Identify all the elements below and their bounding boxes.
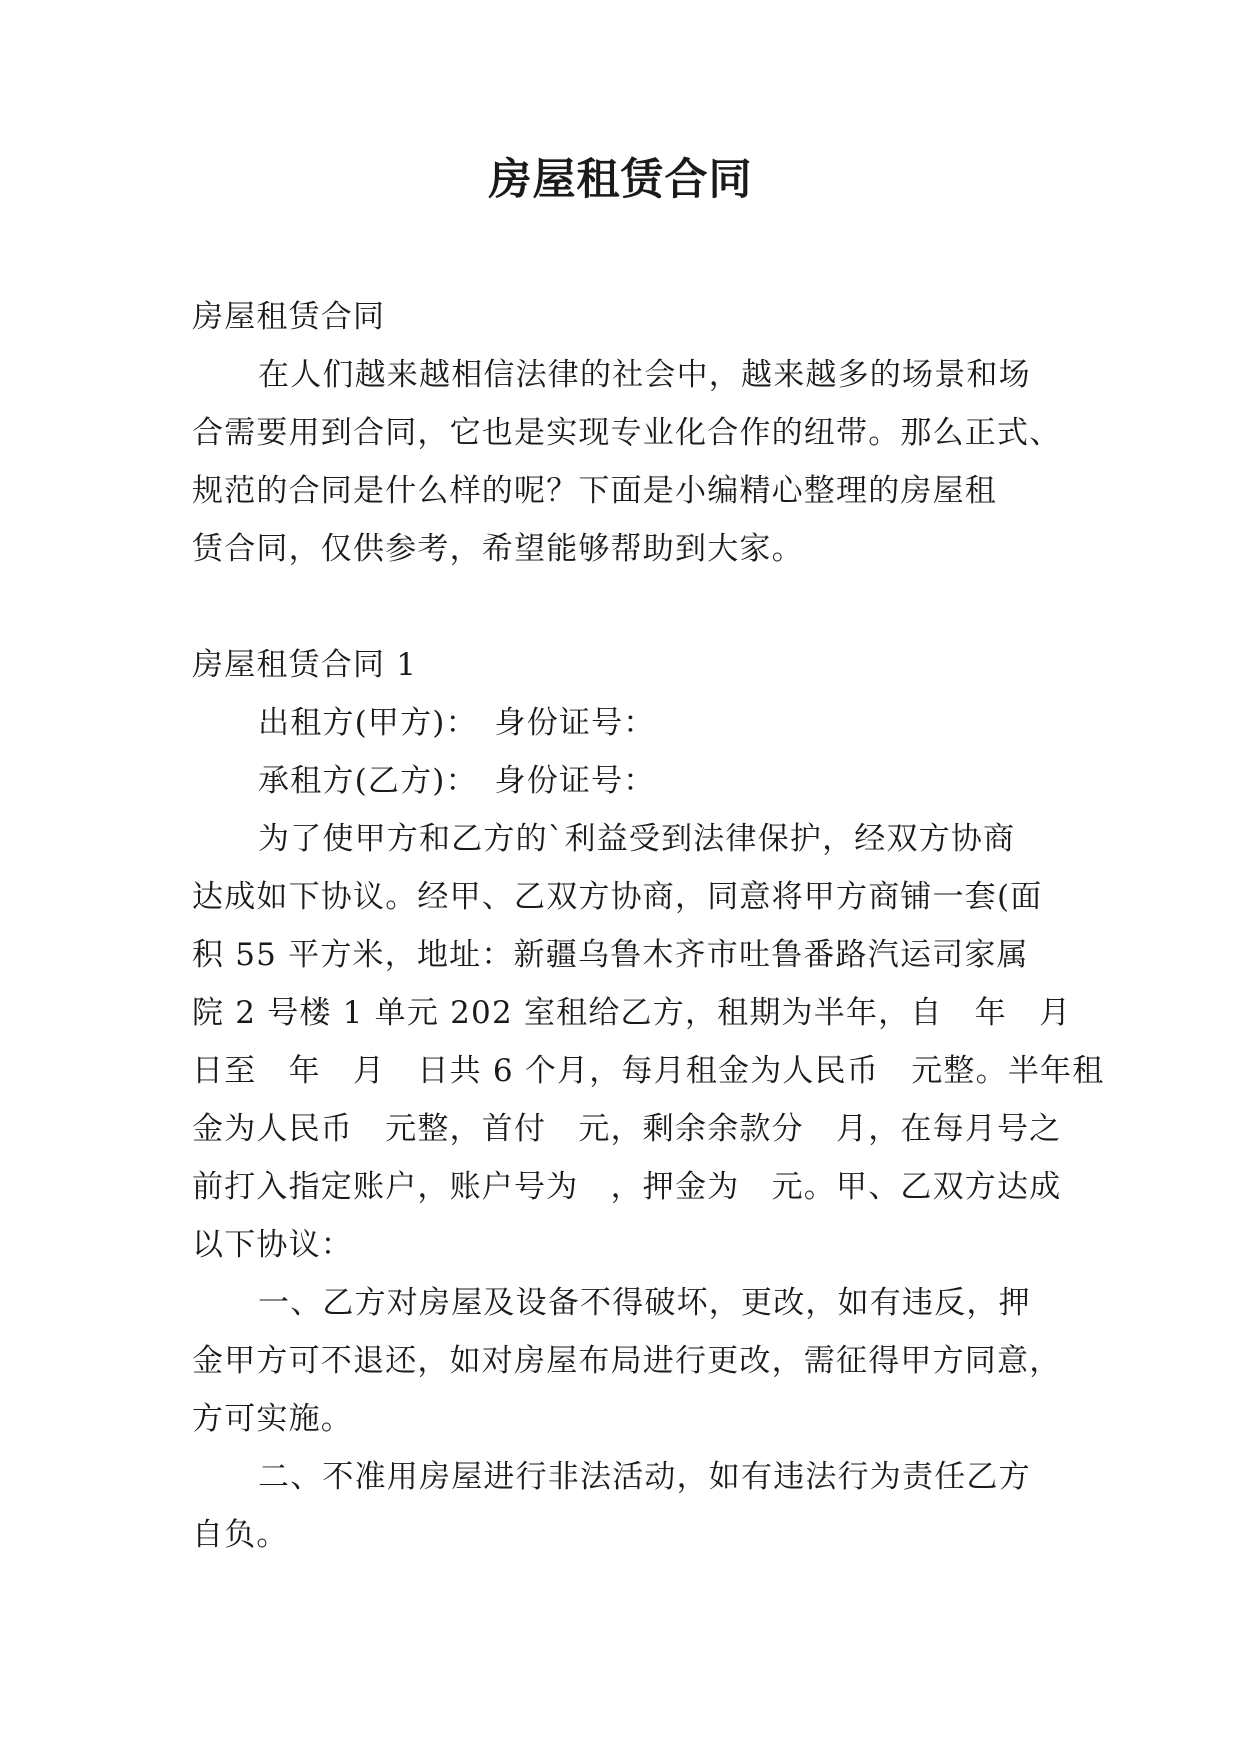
party-b-line: 承租方(乙方)： 身份证号： [258, 763, 656, 799]
paragraph-line: 在人们越来越相信法律的社会中，越来越多的场景和场 [258, 357, 1031, 393]
document-body [192, 288, 1105, 1564]
paragraph-line: 合需要用到合同，它也是实现专业化合作的纽带。那么正式、 [192, 415, 1062, 451]
paragraph-line: 规范的合同是什么样的呢？下面是小编精心整理的房屋租 [192, 473, 997, 509]
paragraph-line: 为了使甲方和乙方的`利益受到法律保护，经双方协商 [258, 821, 1016, 857]
clause-one-line: 金甲方可不退还，如对房屋布局进行更改，需征得甲方同意， [192, 1343, 1062, 1379]
paragraph-line: 达成如下协议。经甲、乙双方协商，同意将甲方商铺一套(面 [192, 879, 1043, 915]
clause-two-line: 二、不准用房屋进行非法活动，如有违法行为责任乙方 [258, 1459, 1031, 1495]
section-heading: 房屋租赁合同 [192, 299, 386, 335]
paragraph-line: 金为人民币 元整，首付 元，剩余余款分 月，在每月号之 [192, 1111, 1062, 1147]
clause-two-line: 自负。 [192, 1517, 289, 1553]
paragraph-line: 日至 年 月 日共 6 个月，每月租金为人民币 元整。半年租 [192, 1053, 1105, 1089]
paragraph-line: 积 55 平方米，地址：新疆乌鲁木齐市吐鲁番路汽运司家属 [192, 937, 1029, 973]
party-a-line: 出租方(甲方)： 身份证号： [258, 705, 656, 741]
document-title: 房屋租赁合同 [488, 155, 753, 205]
paragraph-line: 前打入指定账户，账户号为 ，押金为 元。甲、乙双方达成 [192, 1169, 1062, 1205]
blank-line [192, 578, 1058, 636]
paragraph-line: 以下协议： [192, 1227, 353, 1263]
clause-one-line: 一、乙方对房屋及设备不得破坏，更改，如有违反，押 [258, 1285, 1031, 1321]
section-heading: 房屋租赁合同 1 [192, 647, 418, 683]
paragraph-line: 院 2 号楼 1 单元 202 室租给乙方，租期为半年，自 年 月 [192, 995, 1072, 1031]
clause-one-line: 方可实施。 [192, 1401, 353, 1437]
paragraph-line: 赁合同，仅供参考，希望能够帮助到大家。 [192, 531, 804, 567]
